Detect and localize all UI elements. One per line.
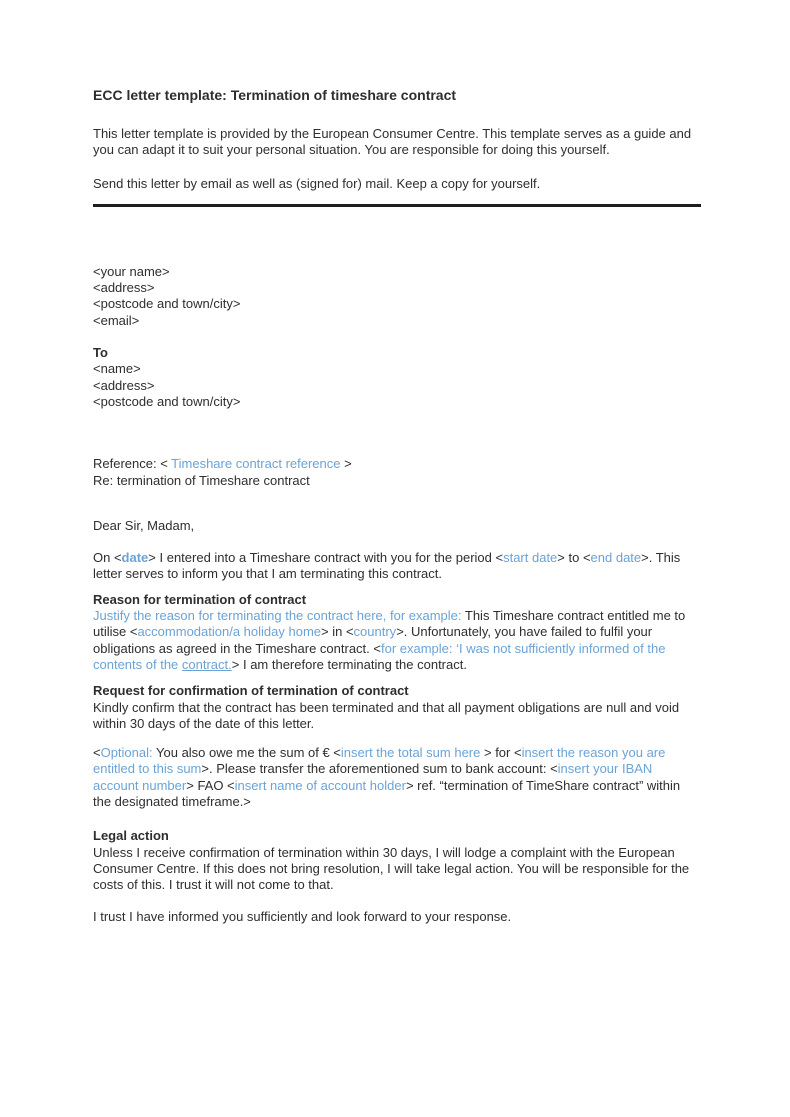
reference-block (93, 456, 701, 489)
recipient-postcode-placeholder: <postcode and town/city> (93, 393, 241, 409)
sum-reason-placeholder: insert the reason you are entitled to this sum (93, 745, 666, 777)
text-run: You also owe me the sum of € < (152, 745, 341, 761)
divider-rule (93, 204, 701, 207)
reason-paragraph (93, 608, 701, 673)
text-run: > to < (557, 550, 591, 566)
text-run: This Timeshare contract entitled me to utilise < (93, 608, 686, 640)
text-run: > FAO < (186, 777, 235, 793)
accommodation-placeholder: accommodation/a holiday home (137, 624, 322, 640)
re-subject-line: Re: termination of Timeshare contract (93, 472, 310, 488)
sender-email-placeholder: <email> (93, 312, 140, 328)
example-hint-underlined: contract. (181, 656, 232, 672)
legal-action-heading: Legal action (93, 828, 169, 844)
opening-paragraph (93, 550, 701, 583)
legal-action-section (93, 828, 701, 893)
text-run: > in < (321, 624, 354, 640)
recipient-to-label: To (93, 345, 108, 361)
request-heading: Request for confirmation of termination of contract (93, 683, 409, 699)
closing-paragraph: I trust I have informed you sufficiently and look forward to your response. (93, 908, 512, 924)
start-date-placeholder: start date (503, 550, 558, 566)
intro-paragraph-1: This letter template is provided by the European Consumer Centre. This template serves as a guide and you can adapt it to suit your personal situation. You are responsible for doing this yourself. (93, 126, 692, 158)
sender-postcode-placeholder: <postcode and town/city> (93, 296, 241, 312)
optional-label: Optional: (100, 745, 153, 761)
text-run: > for < (483, 745, 522, 761)
country-placeholder: country (353, 624, 397, 640)
recipient-address-placeholder: <address> (93, 377, 155, 393)
recipient-name-placeholder: <name> (93, 361, 141, 377)
iban-placeholder: insert your IBAN account number (93, 761, 653, 793)
reference-label: Reference: < (93, 456, 172, 472)
contract-reference-placeholder: Timeshare contract reference (171, 456, 341, 472)
intro-paragraph-2: Send this letter by email as well as (signed for) mail. Keep a copy for yourself. (93, 175, 541, 191)
recipient-address-block (93, 345, 701, 410)
legal-action-paragraph: Unless I receive confirmation of termination within 30 days, I will lodge a complaint with the European Consumer Centre. If this does not bring resolution, I will take legal action. You will be responsible for the costs of this. I trust it will not come to that. (93, 844, 690, 893)
text-run: >. Unfortunately, you have failed to fulfil your obligations as agreed in the Timeshare contract. < (93, 624, 653, 656)
text-run: >. Please transfer the aforementioned sum to bank account: < (201, 761, 558, 777)
account-holder-placeholder: insert name of account holder (234, 777, 406, 793)
total-sum-placeholder: insert the total sum here (340, 745, 484, 761)
request-paragraph: Kindly confirm that the contract has been terminated and that all payment obligations are null and void within 30 days of the date of this letter. (93, 699, 680, 731)
text-run: >. This letter serves to inform you that I am terminating this contract. (93, 550, 681, 582)
reason-heading: Reason for termination of contract (93, 591, 307, 607)
optional-paragraph (93, 745, 701, 810)
text-run: > I entered into a Timeshare contract with you for the period < (148, 550, 504, 566)
text-run: > ref. “termination of TimeShare contract” within the designated timeframe.> (93, 777, 681, 810)
request-section (93, 683, 701, 732)
justify-hint: Justify the reason for terminating the contract here, for example: (93, 608, 465, 624)
reason-section (93, 592, 701, 673)
sender-address-placeholder: <address> (93, 280, 155, 296)
date-placeholder: date (121, 550, 149, 566)
text-run: On < (93, 550, 122, 566)
reference-line (93, 456, 701, 472)
text-run: < (93, 745, 101, 761)
sender-address-block (93, 264, 701, 329)
salutation: Dear Sir, Madam, (93, 517, 195, 533)
page-title: ECC letter template: Termination of timeshare contract (93, 87, 457, 103)
reference-closing-bracket: > (340, 456, 352, 472)
sender-name-placeholder: <your name> (93, 263, 170, 279)
example-hint: for example: ‘I was not sufficiently informed of the contents of the (93, 640, 666, 672)
text-run: > I am therefore terminating the contract. (231, 656, 467, 672)
end-date-placeholder: end date (590, 550, 642, 566)
